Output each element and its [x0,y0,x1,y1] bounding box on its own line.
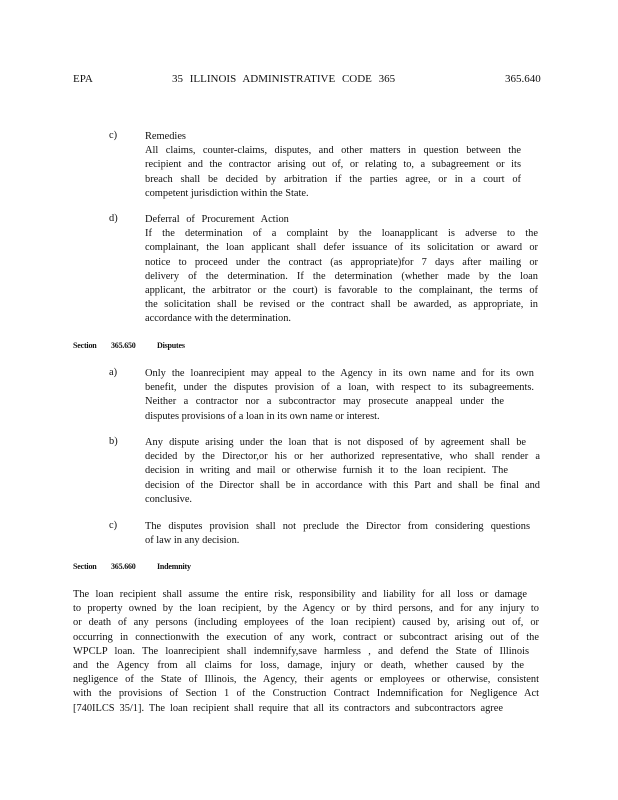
header-section-number: 365.640 [505,73,541,85]
disputes-a-line: Neither a contractor nor a subcontractor may prosecute anappeal under the [145,396,504,408]
remedies-title: Remedies [145,131,186,142]
disputes-a-line: Only the loanrecipient may appeal to the Agency in its own name and for its own [145,368,534,379]
section-label: Section [73,562,97,571]
indemnity-line: to property owned by the loan recipient, by the Agency or by third persons, and for any injury to [73,603,539,615]
disputes-b-line: decision in writing and mail or otherwise furnish it to the loan recipient. The [145,465,508,477]
indemnity-line: WPCLP loan. The loanrecipient shall indemnify,save harmless , and defend the State of Illinois [73,645,529,657]
section-number: 365.650 [111,341,136,350]
indemnity-line: negligence of the State of Illinois, the Agency, their agents or employees or otherwise, consistent [73,674,539,686]
header-code-title: 35 ILLINOIS ADMINISTRATIVE CODE 365 [172,73,396,85]
remedies-line: competent jurisdiction within the State. [145,187,309,199]
deferral-line: the solicitation shall be revised or the contract shall be awarded, as appropriate, in [145,299,538,311]
disputes-c-paragraph [145,520,530,548]
disputes-b-line: conclusive. [145,493,193,505]
disputes-c-line: The disputes provision shall not preclude the Director from considering questions [145,521,530,532]
disputes-b-line: Any dispute arising under the loan that is not disposed of by agreement shall be [145,437,526,448]
indemnity-line: with the provisions of Section 1 of the Construction Contract Indemnification for Negligence Act [73,688,539,700]
deferral-line: accordance with the determination. [145,313,291,325]
remedies-paragraph [145,130,521,201]
disputes-b-label: b) [109,436,118,447]
deferral-line: complainant, the loan applicant shall defer issuance of its solicitation or award or [145,242,538,254]
section-title: Disputes [157,341,185,350]
remedies-line: recipient and the contractor arising out of, or relating to, a subagreement or its [145,159,521,171]
deferral-label: d) [109,213,118,224]
section-heading-650 [73,341,185,350]
deferral-line: delivery of the determination. If the determination (whether made by the loan [145,270,538,282]
disputes-a-line: disputes provisions of a loan in its own name or interest. [145,410,380,422]
section-number: 365.660 [111,562,136,571]
disputes-b-paragraph [145,436,540,507]
disputes-b-line: decided by the Director,or his or her authorized representative, who shall render a [145,451,540,463]
deferral-line: If the determination of a complaint by the loanapplicant is adverse to the [145,228,538,240]
remedies-label: c) [109,130,118,141]
disputes-a-label: a) [109,367,118,378]
deferral-paragraph [145,213,538,327]
indemnity-line: and the Agency from all claims for loss, damage, injury or death, whether caused by the [73,660,524,672]
indemnity-line: [740ILCS 35/1]. The loan recipient shall require that all its contractors and subcontractors agree [73,702,503,714]
indemnity-paragraph [73,588,539,716]
section-heading-660 [73,562,191,571]
indemnity-line: occurring in connectionwith the execution of any work, contract or subcontract arising out of the [73,631,539,643]
indemnity-line: or death of any persons (including employees of the loan recipient) caused by, arising out of, or [73,617,539,629]
deferral-line: applicant, the arbitrator or the court) is favorable to the complainant, the terms of [145,285,538,297]
disputes-c-line: of law in any decision. [145,535,240,547]
disputes-a-paragraph [145,367,534,424]
disputes-c-label: c) [109,520,118,531]
deferral-line: notice to proceed under the contract (as appropriate)for 7 days after mailing or [145,256,538,268]
header-agency: EPA [73,73,93,85]
disputes-b-line: decision of the Director shall be in accordance with this Part and shall be final and [145,479,540,491]
remedies-line: All claims, counter-claims, disputes, and other matters in question between the [145,145,521,157]
indemnity-line: The loan recipient shall assume the entire risk, responsibility and liability for all loss or damage [73,589,527,600]
remedies-line: breach shall be decided by arbitration if the parties agree, or in a court of [145,173,521,185]
deferral-title: Deferral of Procurement Action [145,214,289,225]
section-label: Section [73,341,97,350]
disputes-a-line: benefit, under the disputes provision of a loan, with respect to its subagreements. [145,382,534,394]
section-title: Indemnity [157,562,191,571]
